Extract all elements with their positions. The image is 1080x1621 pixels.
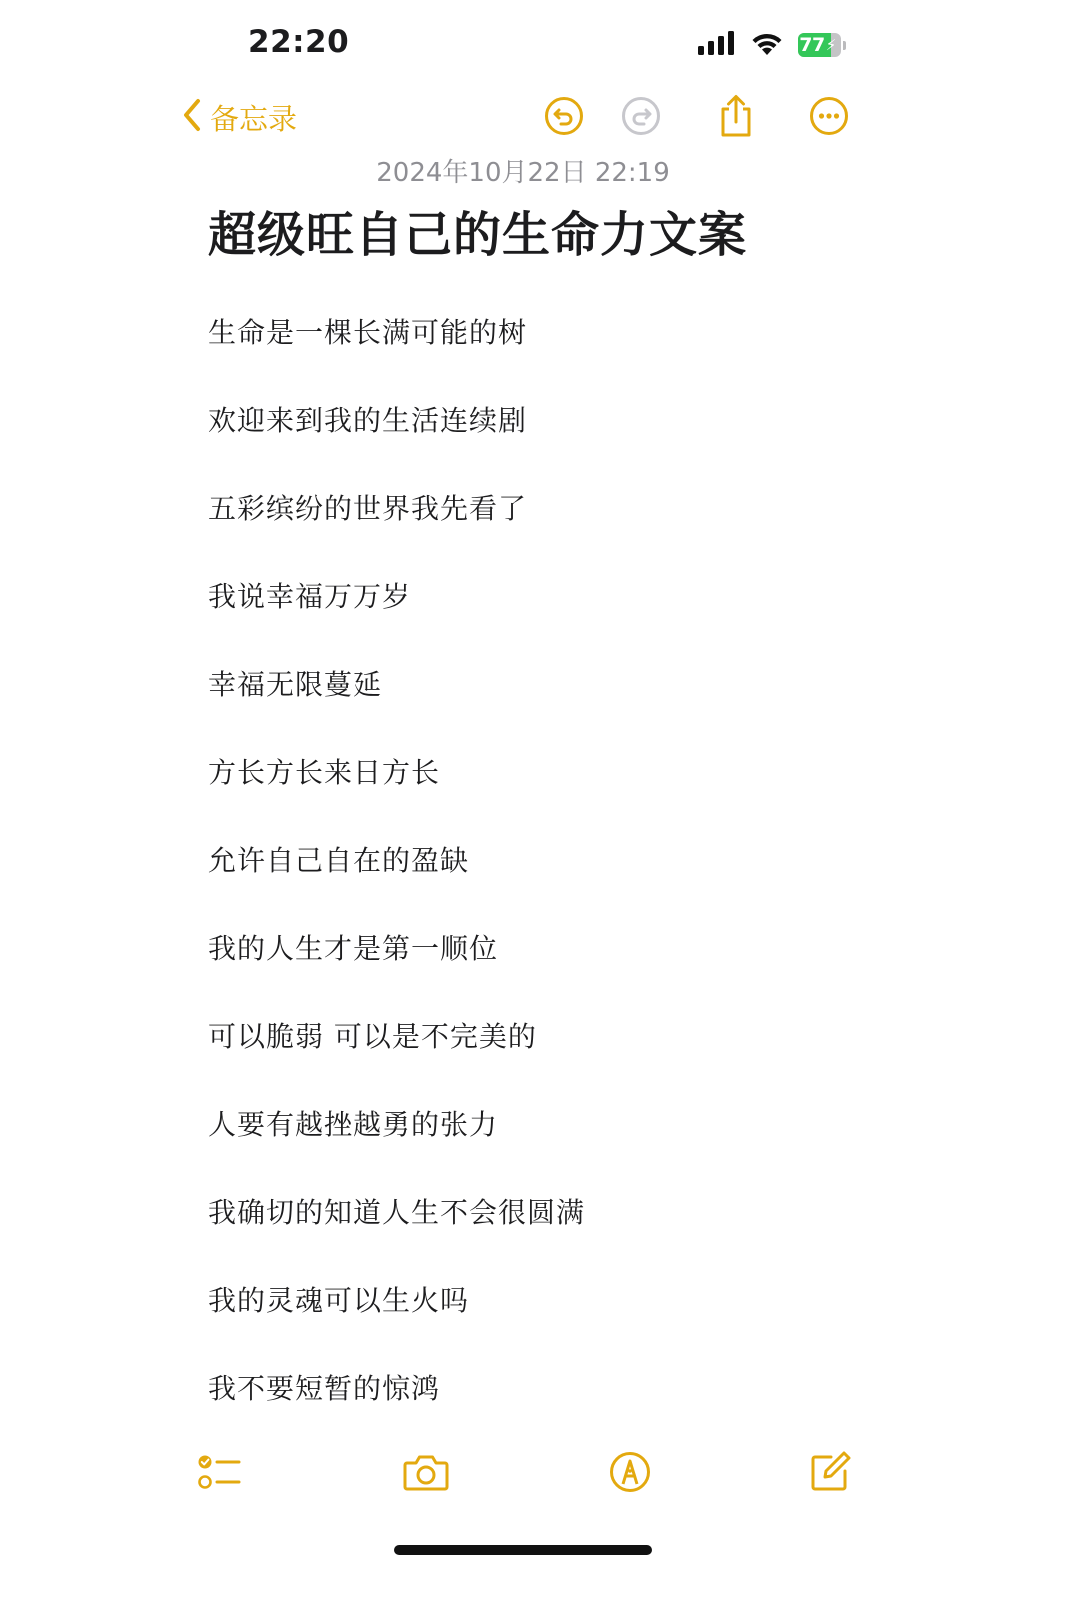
note-line[interactable]: 欢迎来到我的生活连续剧 <box>208 404 528 437</box>
battery-cap <box>843 41 846 50</box>
note-title[interactable]: 超级旺自己的生命力文案 <box>208 207 748 263</box>
battery-percent: 77 <box>799 34 825 56</box>
back-button[interactable] <box>182 97 297 137</box>
note-line[interactable]: 允许自己自在的盈缺 <box>208 844 470 877</box>
note-line[interactable]: 我确切的知道人生不会很圆满 <box>208 1196 586 1229</box>
redo-button[interactable] <box>619 96 663 140</box>
markup-button[interactable] <box>606 1450 654 1498</box>
cellular-signal-icon <box>698 31 736 59</box>
more-button[interactable] <box>807 96 851 140</box>
note-line[interactable]: 我的灵魂可以生火吗 <box>208 1284 470 1317</box>
note-body[interactable] <box>208 312 585 1456</box>
compose-icon <box>809 1451 851 1497</box>
note-line[interactable]: 我的人生才是第一顺位 <box>208 932 499 965</box>
redo-icon <box>621 96 661 140</box>
battery-indicator <box>798 32 846 58</box>
home-indicator[interactable] <box>394 1545 652 1555</box>
note-line[interactable]: 我说幸福万万岁 <box>208 580 412 613</box>
camera-icon <box>403 1453 449 1495</box>
note-line[interactable]: 方长方长来日方长 <box>208 756 441 789</box>
camera-button[interactable] <box>402 1450 450 1498</box>
share-button[interactable] <box>714 96 758 140</box>
note-line[interactable]: 可以脆弱 可以是不完美的 <box>208 1020 537 1053</box>
back-button-label: 备忘录 <box>210 101 298 136</box>
note-line[interactable]: 生命是一棵长满可能的树 <box>208 316 528 349</box>
note-line[interactable]: 人要有越挫越勇的张力 <box>208 1108 499 1141</box>
wifi-icon <box>750 31 784 60</box>
note-line[interactable]: 五彩缤纷的世界我先看了 <box>208 492 528 525</box>
undo-icon <box>544 96 584 140</box>
note-date: 2024年10月22日 22:19 <box>376 158 670 188</box>
status-time: 22:20 <box>248 24 350 60</box>
note-line[interactable]: 我不要短暂的惊鸿 <box>208 1372 441 1405</box>
chevron-left-icon <box>182 98 202 136</box>
compose-button[interactable] <box>806 1450 854 1498</box>
more-icon <box>809 96 849 140</box>
checklist-button[interactable] <box>196 1450 244 1498</box>
checklist-icon <box>197 1451 243 1497</box>
share-icon <box>716 94 756 142</box>
note-line[interactable]: 幸福无限蔓延 <box>208 668 383 701</box>
markup-icon <box>609 1451 651 1497</box>
bottom-toolbar <box>0 1420 1080 1621</box>
status-indicators <box>698 28 846 62</box>
undo-button[interactable] <box>542 96 586 140</box>
charging-bolt-icon: ⚡ <box>825 36 836 54</box>
